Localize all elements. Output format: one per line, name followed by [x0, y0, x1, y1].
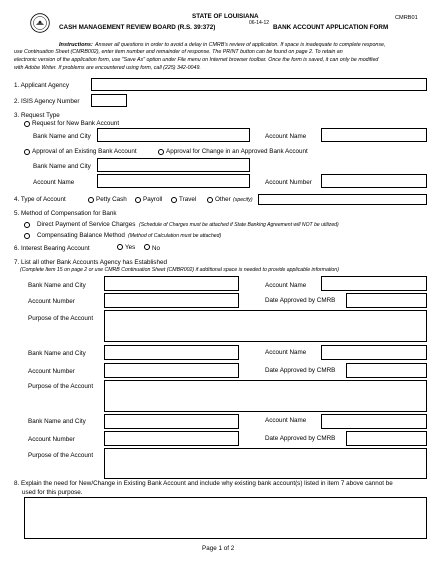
account-name-field[interactable]: [321, 128, 427, 142]
form-code: CMRB01: [395, 15, 418, 21]
explain-line-2: used for this purpose.: [22, 489, 83, 496]
group1-bank-name-city-label: Bank Name and City: [28, 282, 86, 289]
existing-account-number-field[interactable]: [321, 174, 427, 188]
comp-balance-radio[interactable]: [24, 233, 30, 239]
group1-purpose-field[interactable]: [104, 310, 427, 342]
instructions-line-3: electronic version of the application form, use "Save As" option under File menu on Internet browser toolbar. Once the form is saved, it can only be modified: [14, 57, 379, 63]
interest-yes-label: Yes: [125, 244, 136, 251]
group3-bank-name-city-field[interactable]: [104, 414, 239, 429]
list-accounts-note: (Complete Item 15 on page 2 or use CMRB Continuation Sheet (CMBR002) if additional space is needed to provide applicable information): [20, 267, 339, 273]
explain-field[interactable]: [24, 497, 427, 539]
group3-purpose-field[interactable]: [104, 448, 427, 479]
other-specify-label: (specify): [233, 197, 253, 203]
group3-account-number-label: Account Number: [28, 436, 75, 443]
comp-balance-note: (Method of Calculation must be attached): [128, 233, 222, 239]
group1-account-number-field[interactable]: [104, 293, 239, 308]
approval-existing-radio[interactable]: [24, 149, 30, 155]
interest-bearing-label: 6. Interest Bearing Account: [14, 245, 90, 252]
group1-account-number-label: Account Number: [28, 298, 75, 305]
direct-payment-note: (Schedule of Charges must be attached if State Banking Agreement will NOT be utilized): [139, 222, 339, 228]
request-new-label: Request for New Bank Account: [32, 120, 120, 127]
group3-account-name-field[interactable]: [321, 414, 427, 429]
approval-change-radio[interactable]: [158, 149, 164, 155]
account-name-label: Account Name: [265, 133, 307, 140]
form-date: 06-14-12: [249, 20, 270, 26]
group2-purpose-label: Purpose of the Account: [28, 383, 94, 390]
bank-name-city-field[interactable]: [97, 128, 250, 142]
comp-balance-label: Compensating Balance Method: [37, 232, 125, 239]
bank-name-city-label: Bank Name and City: [33, 133, 91, 140]
interest-yes-radio[interactable]: [117, 244, 123, 250]
group2-account-number-field[interactable]: [104, 363, 239, 378]
isis-agency-number-label: 2. ISIS Agency Number: [14, 98, 80, 105]
group2-account-number-label: Account Number: [28, 368, 75, 375]
state-title: STATE OF LOUISIANA: [192, 13, 259, 20]
group3-date-approved-label: Date Approved by CMRB: [265, 435, 336, 442]
instructions-line-2: use Continuation Sheet (CMRB002), enter item number and remainder of response. The PRINT button can be found on page 2. To retain an: [14, 49, 343, 55]
group1-bank-name-city-field[interactable]: [104, 276, 239, 291]
group1-account-name-label: Account Name: [265, 282, 307, 289]
group1-date-approved-label: Date Approved by CMRB: [265, 297, 336, 304]
group2-account-name-field[interactable]: [321, 345, 427, 360]
group3-account-name-label: Account Name: [265, 417, 307, 424]
interest-no-label: No: [152, 245, 161, 252]
group3-bank-name-city-label: Bank Name and City: [28, 418, 86, 425]
existing-account-name-field[interactable]: [97, 174, 250, 188]
isis-agency-number-field[interactable]: [91, 94, 127, 107]
group2-bank-name-city-label: Bank Name and City: [28, 350, 86, 357]
other-radio[interactable]: [207, 197, 213, 203]
direct-payment-radio[interactable]: [24, 222, 30, 228]
existing-account-number-label: Account Number: [265, 179, 312, 186]
method-comp-label: 5. Method of Compensation for Bank: [14, 210, 117, 217]
travel-label: Travel: [179, 196, 197, 203]
group1-purpose-label: Purpose of the Account: [28, 315, 94, 322]
page-number: Page 1 of 2: [202, 545, 235, 552]
petty-cash-radio[interactable]: [88, 197, 94, 203]
other-specify-field[interactable]: [258, 194, 427, 205]
group2-purpose-field[interactable]: [104, 380, 427, 412]
direct-payment-label: Direct Payment of Service Charges: [37, 221, 136, 228]
group2-date-approved-label: Date Approved by CMRB: [265, 367, 336, 374]
form-title: BANK ACCOUNT APPLICATION FORM: [273, 24, 389, 31]
group3-purpose-label: Purpose of the Account: [28, 452, 94, 459]
list-accounts-label: 7. List all other Bank Accounts Agency has Established: [14, 259, 167, 266]
explain-line-1: 8. Explain the need for New/Change in Existing Bank Account and include why existing bank account(s) listed in item 7 above cannot be: [14, 480, 393, 487]
existing-bank-name-city-field[interactable]: [97, 158, 250, 172]
request-new-radio[interactable]: [24, 121, 30, 127]
instructions-line-1: Answer all questions in order to avoid a delay in CMRB's review of application. If space is inadequate to complete response,: [95, 42, 386, 48]
request-type-label: 3. Request Type: [14, 112, 60, 119]
other-label: Other: [215, 196, 231, 203]
state-seal: [30, 13, 50, 33]
approval-change-label: Approval for Change in an Approved Bank Account: [166, 148, 308, 155]
payroll-label: Payroll: [143, 196, 163, 203]
group1-date-approved-field[interactable]: [346, 293, 427, 308]
board-title: CASH MANAGEMENT REVIEW BOARD (R.S. 39:372): [59, 24, 216, 31]
group3-date-approved-field[interactable]: [346, 431, 427, 446]
group1-account-name-field[interactable]: [321, 276, 427, 291]
approval-existing-label: Approval of an Existing Bank Account: [32, 148, 137, 155]
travel-radio[interactable]: [171, 197, 177, 203]
existing-bank-name-city-label: Bank Name and City: [33, 163, 91, 170]
type-of-account-label: 4. Type of Account: [14, 196, 66, 203]
applicant-agency-label: 1. Applicant Agency: [14, 82, 69, 89]
instructions-label: Instructions:: [59, 42, 93, 48]
group3-account-number-field[interactable]: [104, 431, 239, 446]
group2-bank-name-city-field[interactable]: [104, 345, 239, 360]
group2-account-name-label: Account Name: [265, 349, 307, 356]
existing-account-name-label: Account Name: [33, 179, 75, 186]
applicant-agency-field[interactable]: [91, 78, 427, 91]
payroll-radio[interactable]: [135, 197, 141, 203]
petty-cash-label: Petty Cash: [96, 196, 127, 203]
group2-date-approved-field[interactable]: [346, 363, 427, 378]
interest-no-radio[interactable]: [144, 244, 150, 250]
instructions-line-4: with Adobe Writer. If problems are encountered using form, call (225) 342-0049.: [14, 65, 201, 71]
